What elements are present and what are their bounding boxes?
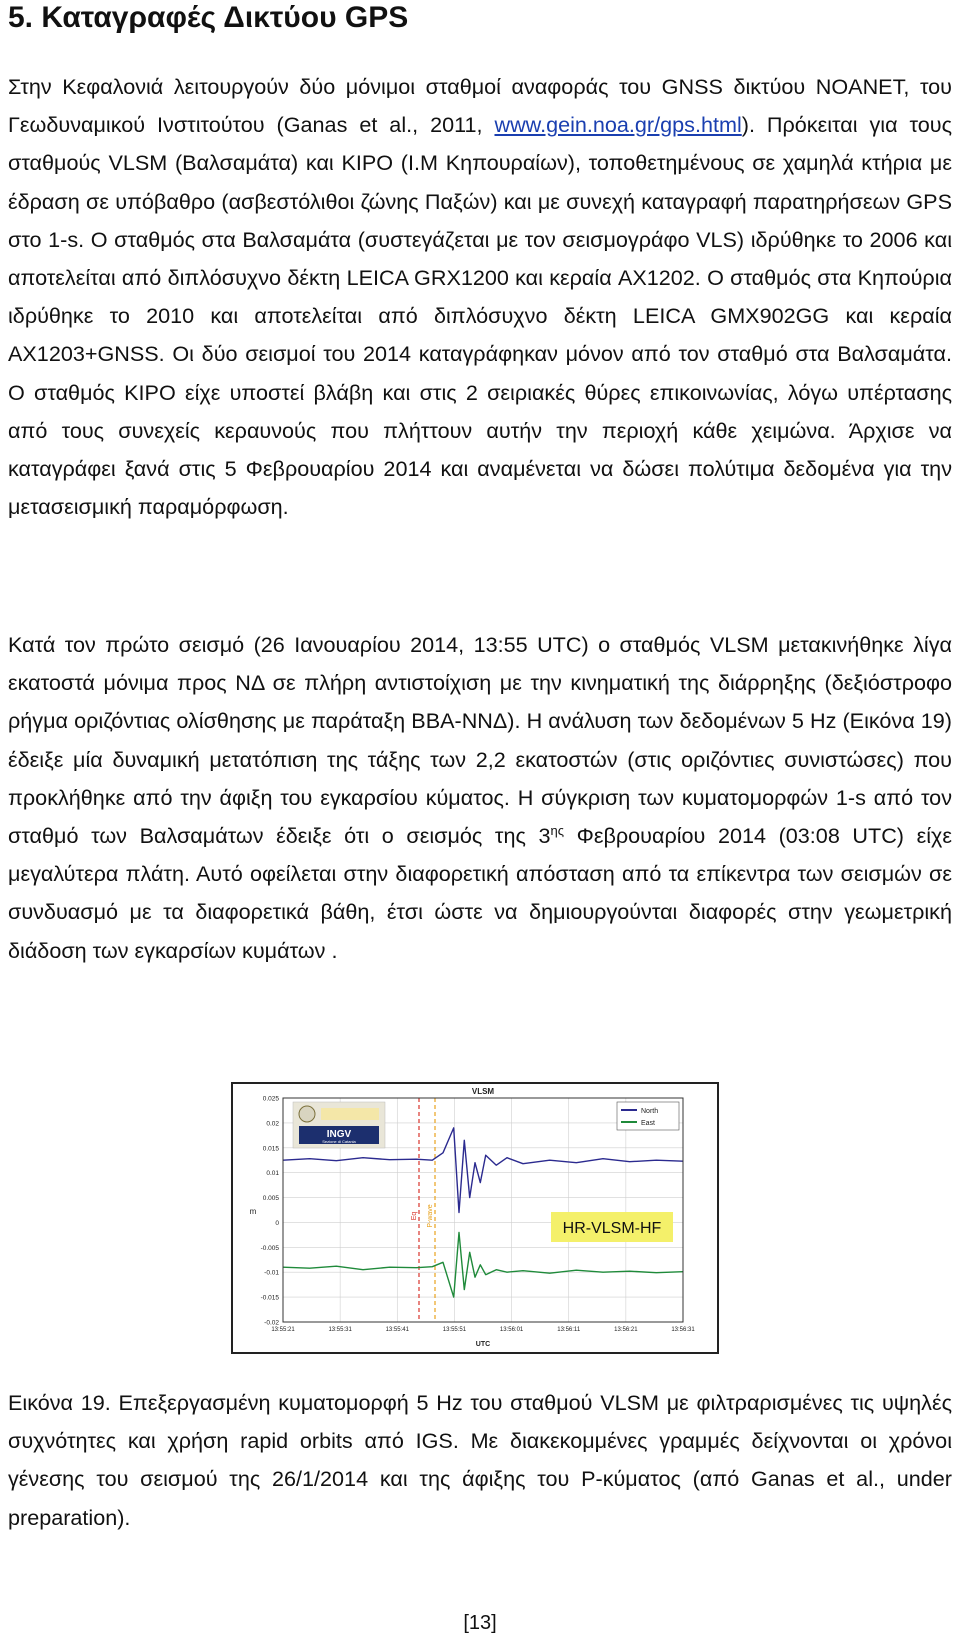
ordinal-superscript: ης	[550, 822, 564, 838]
y-tick-label: 0.025	[262, 1095, 279, 1103]
x-tick-label: 13:55:21	[271, 1327, 295, 1333]
figure-caption: Εικόνα 19. Επεξεργασμένη κυματομορφή 5 Hz του σταθμού VLSM με φιλτραρισμένες τις υψηλές συχνότητες και χρήση rapid orbits από IGS. Με διακεκομμένες γραμμές δείχνονται οι χρόνοι γένεσης του σεισμού της 26/1/2014 και της άφιξης του P-κύματος (από Ganas et al., under preparation).	[8, 1390, 952, 1530]
y-tick-label: 0.02	[266, 1120, 279, 1128]
y-tick-label: 0.005	[262, 1195, 279, 1203]
x-tick-label: 13:55:31	[328, 1327, 352, 1333]
ingv-logo	[293, 1102, 385, 1148]
logo-banner	[321, 1108, 379, 1120]
paragraph-2-text-a: Κατά τον πρώτο σεισμό (26 Ιανουαρίου 2014, 13:55 UTC) ο σταθμός VLSM μετακινήθηκε λίγα εκατοστά μόνιμα προς ΝΔ σε πλήρη αντιστοίχιση με την κινηματική της διάρρηξης (δεξιόστροφο ρήγμα οριζόντιας ολίσθησης με παράταξη ΒΒΑ-ΝΝΔ). Η ανάλυση των δεδομένων 5 Hz (Εικόνα 19) έδειξε μία δυναμική μετατόπιση της τάξης των 2,2 εκατοστών (στις οριζόντιες συνιστώσες) που προκλήθηκε από την άφιξη του εγκαρσίου κύματος. Η σύγκριση των κυματομορφών 1-s από τον σταθμό των Βαλσαμάτων έδειξε ότι ο σεισμός της 3	[8, 632, 952, 849]
page-number: [13]	[463, 1612, 497, 1634]
x-axis-label: UTC	[475, 1341, 491, 1348]
y-axis-label: m	[249, 1207, 257, 1216]
y-tick-label: -0.02	[264, 1319, 279, 1327]
seal-icon	[299, 1106, 315, 1122]
logo-text: INGV	[326, 1129, 352, 1140]
highlight-label-group	[551, 1212, 673, 1242]
paragraph-2-text-b: Φεβρουαρίου 2014 (03:08 UTC) είχε μεγαλύτερα πλάτη. Αυτό οφείλεται στην διαφορετική απόσταση από τα επίκεντρα των σεισμών σε συνδυασμό με τα διαφορετικά βάθη, έτσι ώστε να δημιουργούνται διαφορές στην γεωμετρική διάδοση των εγκαρσίων κυμάτων .	[8, 823, 952, 963]
marker-label-1: P-wave	[427, 1204, 434, 1228]
chart-title: VLSM	[471, 1087, 495, 1096]
x-tick-label: 13:55:41	[385, 1327, 409, 1333]
chart-legend	[617, 1102, 679, 1130]
paragraph-1-text-b: ). Πρόκειται για τους σταθμούς VLSM (Βαλσαμάτα) και KIPO (I.M Κηπουραίων), τοποθετημένους σε χαμηλά κτήρια με έδραση σε υπόβαθρο (ασβεστόλιθοι ζώνης Παξών) και με συνεχή καταγραφή παρατηρήσεων GPS στο 1-s. Ο σταθμός στα Βαλσαμάτα (συστεγάζεται με τον σεισμογράφο VLS) ιδρύθηκε το 2006 και αποτελείται από διπλόσυχνο δέκτη LEICA GRX1200 και κεραία AX1202. Ο σταθμός στα Κηπούρια ιδρύθηκε το 2010 και αποτελείται από διπλόσυχνο δέκτη LEICA GMX902GG και κεραία AX1203+GNSS. Οι δύο σεισμοί του 2014 καταγράφηκαν μόνον από τον σταθμό στα Βαλσαμάτα. Ο σταθμός KIPO είχε υποστεί βλάβη και στις 2 σειριακές θύρες επικοινωνίας, λόγω υπέρτασης από τους συνεχείς κεραυνούς που πλήττουν αυτήν την περιοχή κάθε χειμώνα. Άρχισε να καταγράφει ξανά στις 5 Φεβρουαρίου 2014 και αναμένεται να δώσει πολύτιμα δεδομένα για την μετασεισμική παραμόρφωση.	[8, 112, 952, 520]
x-tick-label: 13:56:21	[614, 1327, 638, 1333]
x-tick-label: 13:55:51	[442, 1327, 467, 1333]
gein-link[interactable]: www.gein.noa.gr/gps.html	[494, 112, 742, 138]
x-tick-label: 13:56:11	[557, 1327, 581, 1333]
y-tick-label: -0.015	[260, 1294, 279, 1302]
paragraph-2	[8, 626, 952, 970]
paragraph-1-text-a: Στην Κεφαλονιά λειτουργούν δύο μόνιμοι σταθμοί αναφοράς του GNSS δικτύου NOANET, του Γεωδυναμικού Ινστιτούτου (Ganas et al., 2011,	[8, 74, 952, 138]
highlight-label: HR-VLSM-HF	[562, 1220, 662, 1237]
y-tick-label: 0.01	[266, 1170, 279, 1178]
x-tick-label: 13:56:31	[671, 1327, 695, 1333]
y-tick-label: -0.005	[260, 1244, 279, 1252]
y-tick-label: 0	[275, 1219, 279, 1227]
logo-subtext: Sezione di Catania	[322, 1139, 356, 1144]
figure-19	[231, 1082, 719, 1354]
y-tick-label: 0.015	[262, 1145, 279, 1153]
paragraph-1	[8, 68, 952, 526]
gps-waveform-chart	[233, 1084, 717, 1352]
x-tick-label: 13:56:01	[499, 1327, 524, 1333]
section-heading: 5. Καταγραφές Δικτύου GPS	[8, 1, 409, 34]
legend-east-label: East	[641, 1120, 656, 1127]
marker-label-0: Eq	[411, 1211, 418, 1221]
y-tick-label: -0.01	[264, 1269, 279, 1277]
legend-north-label: North	[641, 1108, 659, 1115]
